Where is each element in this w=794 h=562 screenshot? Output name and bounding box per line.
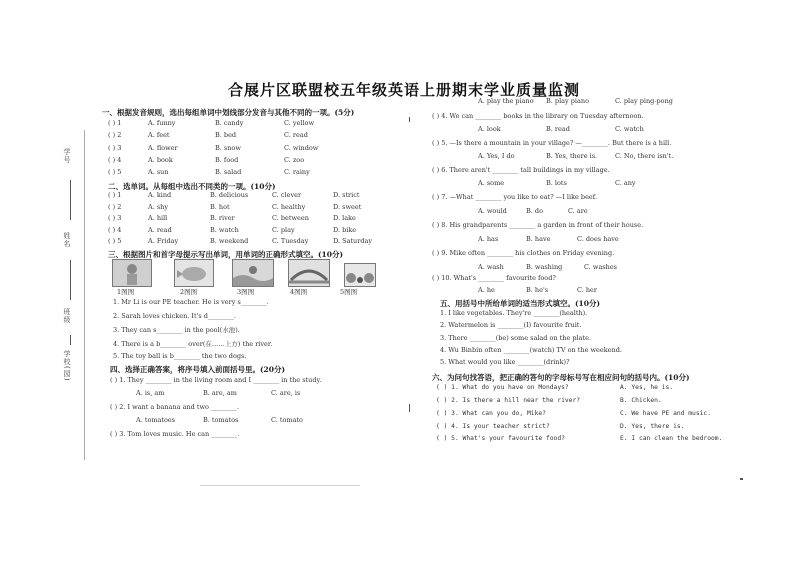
s4-q6-b: B. lots <box>546 179 567 187</box>
s4-q4-b: B. read <box>546 125 570 133</box>
s2-q2[interactable]: ( ) 2 <box>108 203 122 211</box>
s2-q2-c: C. healthy <box>272 203 306 211</box>
s3-sentence-4[interactable]: 4. There is a b________ over(在……上方) the river. <box>113 340 273 348</box>
s1-q2[interactable]: ( ) 2 <box>108 131 122 139</box>
s4-q6-c: C. any <box>615 179 636 187</box>
s2-q2-d: D. sweet <box>333 203 362 211</box>
binding-label-name: 姓名 <box>63 232 71 248</box>
s1-q2-a: A. feet <box>148 131 170 139</box>
picture-4 <box>288 259 330 287</box>
binding-line <box>70 260 71 300</box>
s2-q3-d: D. lake <box>333 214 356 222</box>
section-3-heading: 三、根据图片和首字母提示写出单词，用单词的正确形式填空。(10分) <box>108 250 344 259</box>
section-6-heading: 六、为问句找答语，把正确的答句的字母标号写在相应问句的括号内。(10分) <box>432 373 690 382</box>
binding-label-class: 班级 <box>63 308 71 324</box>
s2-q1-b: B. delicious <box>210 191 249 199</box>
s6-q5[interactable]: ( ) 5. What's your favourite food? <box>436 435 565 442</box>
s4-q5[interactable]: ( ) 5. —Is there a mountain in your village? —________. But there is a hill. <box>432 139 672 147</box>
s6-ans-d: D. Yes, there is. <box>620 423 685 430</box>
s1-q5-c: C. rainy <box>284 168 310 176</box>
s4-q1-b: B. are, am <box>203 389 237 397</box>
s2-q4-c: C. play <box>272 226 295 234</box>
picture-1 <box>112 259 152 287</box>
s1-q3[interactable]: ( ) 3 <box>108 144 122 152</box>
s4-q5-a: A. Yes, I do <box>478 152 515 160</box>
s6-ans-a: A. Yes, he is. <box>620 384 674 391</box>
s1-q1-a: A. funny <box>148 119 176 127</box>
s4-q6-a: A. some <box>478 179 505 187</box>
s2-q3-c: C. between <box>272 214 309 222</box>
s4-q9-b: B. washing <box>526 263 563 271</box>
s4-q5-b: B. Yes, there is. <box>546 152 598 160</box>
s2-q3-b: B. river <box>210 214 235 222</box>
binding-label-school: 学校(园) <box>63 350 71 382</box>
s2-q2-b: B. hot <box>210 203 230 211</box>
s6-ans-c: C. We have PE and music. <box>620 410 711 417</box>
s5-line-4[interactable]: 4. Wu Binbin often ________(watch) TV on the weekend. <box>440 346 622 354</box>
s1-q4[interactable]: ( ) 4 <box>108 156 122 164</box>
s4-q2[interactable]: ( ) 2. I want a banana and two ________. <box>110 403 240 411</box>
binding-line <box>70 335 71 345</box>
s2-q1[interactable]: ( ) 1 <box>108 191 122 199</box>
s4-q8-c: C. does have <box>577 235 619 243</box>
section-4-heading: 四、选择正确答案，将序号填入前面括号里。(20分) <box>110 365 286 374</box>
picture-5 <box>344 263 376 287</box>
s3-sentence-1[interactable]: 1. Mr Li is our PE teacher. He is very s________. <box>113 298 269 306</box>
picture-2-label: 2图图 <box>180 288 198 296</box>
s4-q3-c: C. play ping-pong <box>615 97 673 105</box>
s4-q8[interactable]: ( ) 8. His grandparents ________ a garden in front of their house. <box>432 221 644 229</box>
scan-mark <box>409 117 410 122</box>
s1-q1-c: C. yellow <box>284 119 315 127</box>
s4-q7[interactable]: ( ) 7. —What ________ you like to eat? —I like beef. <box>432 193 598 201</box>
s1-q4-c: C. zoo <box>284 156 305 164</box>
s5-line-3[interactable]: 3. There ________(be) some salad on the plate. <box>440 334 592 342</box>
s4-q1[interactable]: ( ) 1. They ________ in the living room and I ________ in the study. <box>110 376 322 384</box>
s1-q3-c: C. window <box>284 144 319 152</box>
s4-q10-c: C. her <box>577 286 598 294</box>
s2-q4[interactable]: ( ) 4 <box>108 226 122 234</box>
s4-q9[interactable]: ( ) 9. Mike often ________ his clothes on Friday evening. <box>432 249 615 257</box>
s2-q3[interactable]: ( ) 3 <box>108 214 122 222</box>
s2-q4-a: A. read <box>148 226 172 234</box>
picture-4-label: 4图图 <box>290 288 308 296</box>
s5-line-5[interactable]: 5. What would you like ________(drink)? <box>440 358 570 366</box>
s4-q7-b: B. do <box>526 207 543 215</box>
s3-sentence-5[interactable]: 5. The toy ball is b________ the two dogs. <box>113 352 247 360</box>
s4-q7-a: A. would <box>478 207 507 215</box>
s2-q3-a: A. hill <box>148 214 168 222</box>
s4-q4-a: A. look <box>478 125 501 133</box>
s4-q3-a: A. play the piano <box>478 97 534 105</box>
scan-mark <box>200 485 360 486</box>
picture-1-label: 1图图 <box>117 288 135 296</box>
picture-3 <box>232 259 274 287</box>
s1-q5[interactable]: ( ) 5 <box>108 168 122 176</box>
s1-q5-a: A. sun <box>148 168 169 176</box>
s4-q8-a: A. has <box>478 235 499 243</box>
s1-q2-c: C. read <box>284 131 308 139</box>
s1-q1[interactable]: ( ) 1 <box>108 119 122 127</box>
scan-mark <box>740 478 743 480</box>
s6-q1[interactable]: ( ) 1. What do you have on Mondays? <box>436 384 569 391</box>
s4-q10[interactable]: ( ) 10. What's ________ favourite food? <box>432 274 556 282</box>
s2-q4-d: D. bike <box>333 226 357 234</box>
s1-q3-a: A. flower <box>148 144 178 152</box>
s4-q4-c: C. watch <box>615 125 644 133</box>
section-2-heading: 二、选单词。从每组中选出不同类的一项。(10分) <box>108 182 276 191</box>
s4-q4[interactable]: ( ) 4. We can ________ books in the library on Tuesday afternoon. <box>432 112 644 120</box>
s1-q4-b: B. food <box>215 156 239 164</box>
s4-q10-a: A. he <box>478 286 495 294</box>
picture-5-label: 5图图 <box>340 288 358 296</box>
s4-q8-b: B. have <box>526 235 551 243</box>
s2-q5-a: A. Friday <box>148 237 179 245</box>
s4-q2-c: C. tomato <box>271 416 303 424</box>
s3-sentence-3[interactable]: 3. They can s________ in the pool(水池). <box>113 326 240 334</box>
binding-label-student-no: 学号 <box>63 148 71 164</box>
s4-q1-c: C. are, is <box>271 389 301 397</box>
s2-q5-d: D. Saturday <box>333 237 373 245</box>
s4-q9-c: C. washes <box>584 263 618 271</box>
s3-sentence-2[interactable]: 2. Sarah loves chicken. It's d________. <box>113 312 236 320</box>
s2-q5-c: C. Tuesday <box>272 237 309 245</box>
s6-ans-b: B. Chicken. <box>620 397 662 404</box>
section-5-heading: 五、用括号中所给单词的适当形式填空。(10分) <box>440 299 601 308</box>
s2-q5[interactable]: ( ) 5 <box>108 237 122 245</box>
s2-q1-c: C. clever <box>272 191 302 199</box>
s6-ans-e: E. I can clean the bedroom. <box>620 435 723 442</box>
s1-q4-a: A. book <box>148 156 173 164</box>
s4-q9-a: A. wash <box>478 263 504 271</box>
s4-q7-c: C. are <box>568 207 588 215</box>
s2-q1-d: D. strict <box>333 191 360 199</box>
binding-line <box>70 180 71 220</box>
binding-fold-line <box>84 130 85 460</box>
s4-q10-b: B. he's <box>526 286 549 294</box>
s5-line-2[interactable]: 2. Watermelon is ________(I) favourite fruit. <box>440 321 582 329</box>
s6-q2[interactable]: ( ) 2. Is there a hill near the river? <box>436 397 581 404</box>
s4-q1-a: A. is, am <box>136 389 165 397</box>
s4-q2-b: B. tomatos <box>203 416 239 424</box>
s1-q1-b: B. candy <box>215 119 244 127</box>
picture-3-label: 3图图 <box>237 288 255 296</box>
s2-q5-b: B. weekend <box>210 237 249 245</box>
s5-line-1[interactable]: 1. I like vegetables. They're ________(health). <box>440 309 588 317</box>
s1-q5-b: B. salad <box>215 168 242 176</box>
s4-q3[interactable]: ( ) 3. Tom loves music. He can ________. <box>110 430 240 438</box>
picture-2 <box>174 259 214 287</box>
s4-q5-c: C. No, there isn't. <box>615 152 674 160</box>
section-1-heading: 一、根据发音规则，选出每组单词中划线部分发音与其他不同的一项。(5分) <box>102 108 355 117</box>
s4-q2-a: A. tomatoes <box>136 416 176 424</box>
page-title: 合展片区联盟校五年级英语上册期末学业质量监测 <box>228 81 581 99</box>
scan-mark <box>409 404 410 412</box>
s4-q6[interactable]: ( ) 6. There aren't ________ tall buildings in my village. <box>432 166 610 174</box>
s2-q2-a: A. shy <box>148 203 169 211</box>
s2-q1-a: A. kind <box>148 191 172 199</box>
s6-q4[interactable]: ( ) 4. Is your teacher strict? <box>436 423 550 430</box>
s1-q2-b: B. bed <box>215 131 237 139</box>
s4-q3-b: B. play piano <box>546 97 589 105</box>
s2-q4-b: B. watch <box>210 226 239 234</box>
s1-q3-b: B. snow <box>215 144 241 152</box>
s6-q3[interactable]: ( ) 3. What can you do, Mike? <box>436 410 546 417</box>
